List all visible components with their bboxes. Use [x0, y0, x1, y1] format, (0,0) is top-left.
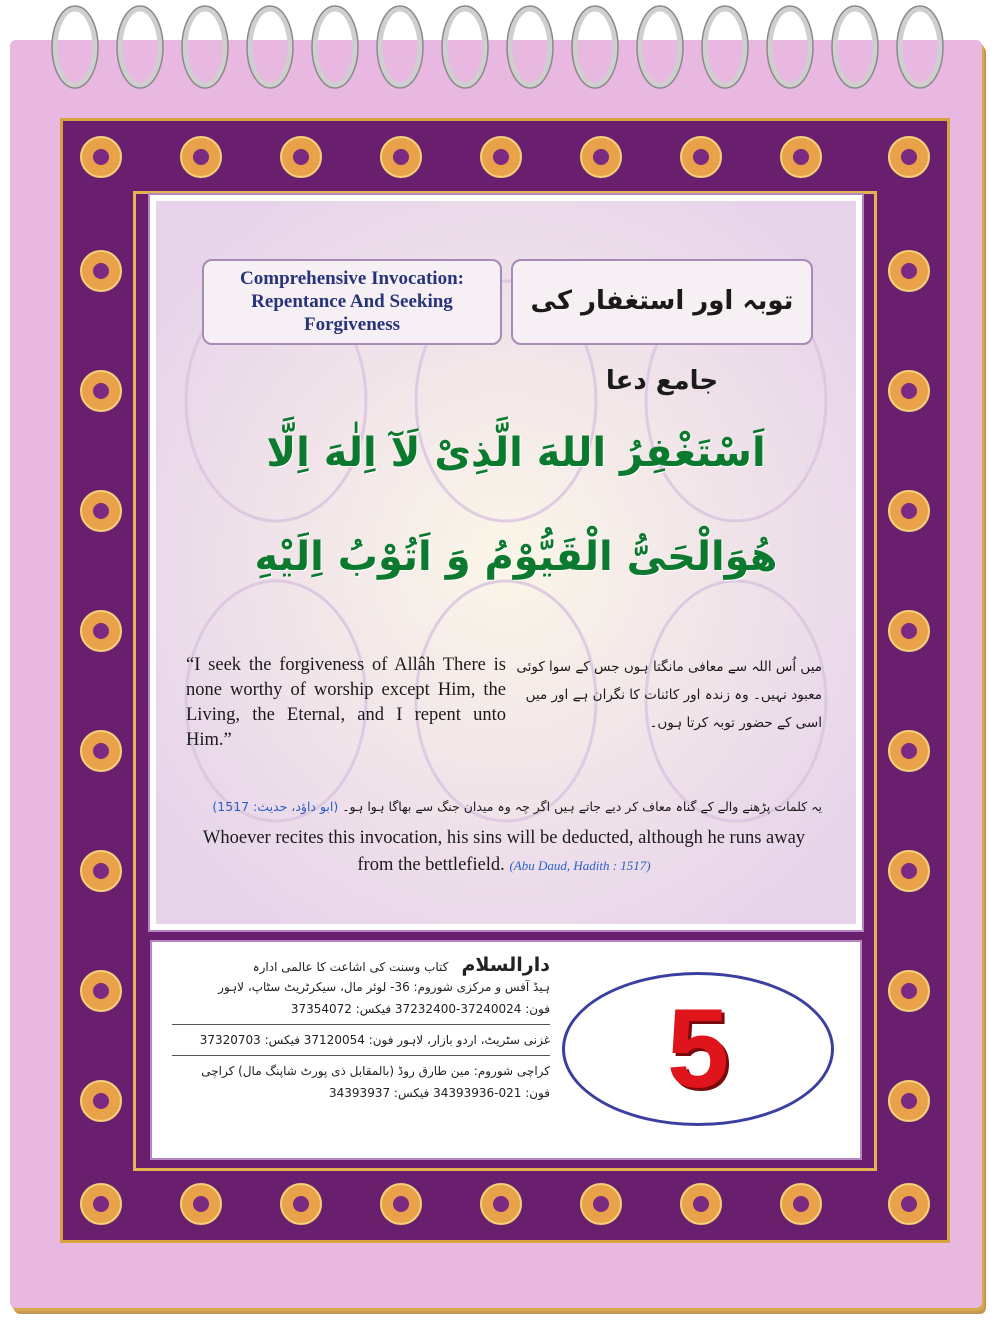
title-urdu: توبہ اور استغفار کی جامع دعا: [511, 259, 813, 345]
head-office-address: ہیڈ آفس و مرکزی شوروم: 36- لوئر مال، سیکرٹریٹ سٹاپ، لاہور: [218, 980, 550, 994]
virtue-english-text: Whoever recites this invocation, his sins will be deducted, although he runs away from the bettlefield.: [202, 828, 806, 875]
title-en-line2: Repentance And Seeking: [251, 291, 453, 312]
publisher-tagline: کتاب وسنت کی اشاعت کا عالمی ادارہ: [252, 960, 449, 974]
publisher-info: [172, 954, 550, 1104]
translation-urdu: میں اُس اللہ سے معافی مانگتا ہوں جس کے سوا کوئی معبود نہیں۔ وہ زندہ اور کائنات کا نگران ہے اور میں اسی کے حضور توبہ کرتا ہوں۔: [516, 659, 822, 731]
virtue-urdu: [186, 799, 822, 814]
translation-english: “I seek the forgiveness of Allâh There is none worthy of worship except Him, the Living, the Eternal, and I repent unto Him.”: [186, 655, 506, 750]
page-number: 5: [666, 986, 730, 1111]
publisher-box: [150, 940, 862, 1160]
virtue-urdu-text: یہ کلمات پڑھنے والے کے گناہ معاف کر دیے جاتے ہیں اگر چہ وہ میدان جنگ سے بھاگا ہوا ہو۔: [342, 799, 822, 814]
karachi-showroom-address: کراچی شوروم: مین طارق روڈ (بالمقابل ذی پورٹ شاپنگ مال) کراچی: [201, 1064, 550, 1078]
title-english: [202, 259, 502, 345]
karachi-phone: فون: 021-34393936 فیکس: 34393937: [329, 1086, 550, 1100]
arabic-dua: [216, 401, 816, 609]
virtue-english-reference: (Abu Daud, Hadith : 1517): [509, 858, 651, 873]
head-office-phone: فون: 37240024-37232400 فیکس: 37354072: [290, 1002, 550, 1016]
arabic-line1: اَسْتَغْفِرُ اللهَ الَّذِیْ لَآ اِلٰهَ اِلَّا: [266, 430, 766, 476]
publisher-logo: دارالسلام: [461, 954, 550, 976]
virtue-urdu-reference: (ابو داؤد، حدیث: 1517): [212, 799, 339, 814]
virtue-english: [186, 825, 822, 879]
title-en-line1: Comprehensive Invocation:: [240, 268, 464, 289]
spiral-binding: [50, 2, 950, 92]
divider: [172, 1055, 550, 1056]
ghazni-street-address: غزنی سٹریٹ، اردو بازار، لاہور فون: 37120054 فیکس: 37320703: [199, 1033, 550, 1047]
divider: [172, 1024, 550, 1025]
arabic-line2: هُوَالْحَیُّ الْقَیُّوْمُ وَ اَتُوْبُ اِلَیْهِ: [254, 534, 778, 580]
content-panel: [150, 195, 862, 930]
title-en-line3: Forgiveness: [303, 314, 401, 335]
